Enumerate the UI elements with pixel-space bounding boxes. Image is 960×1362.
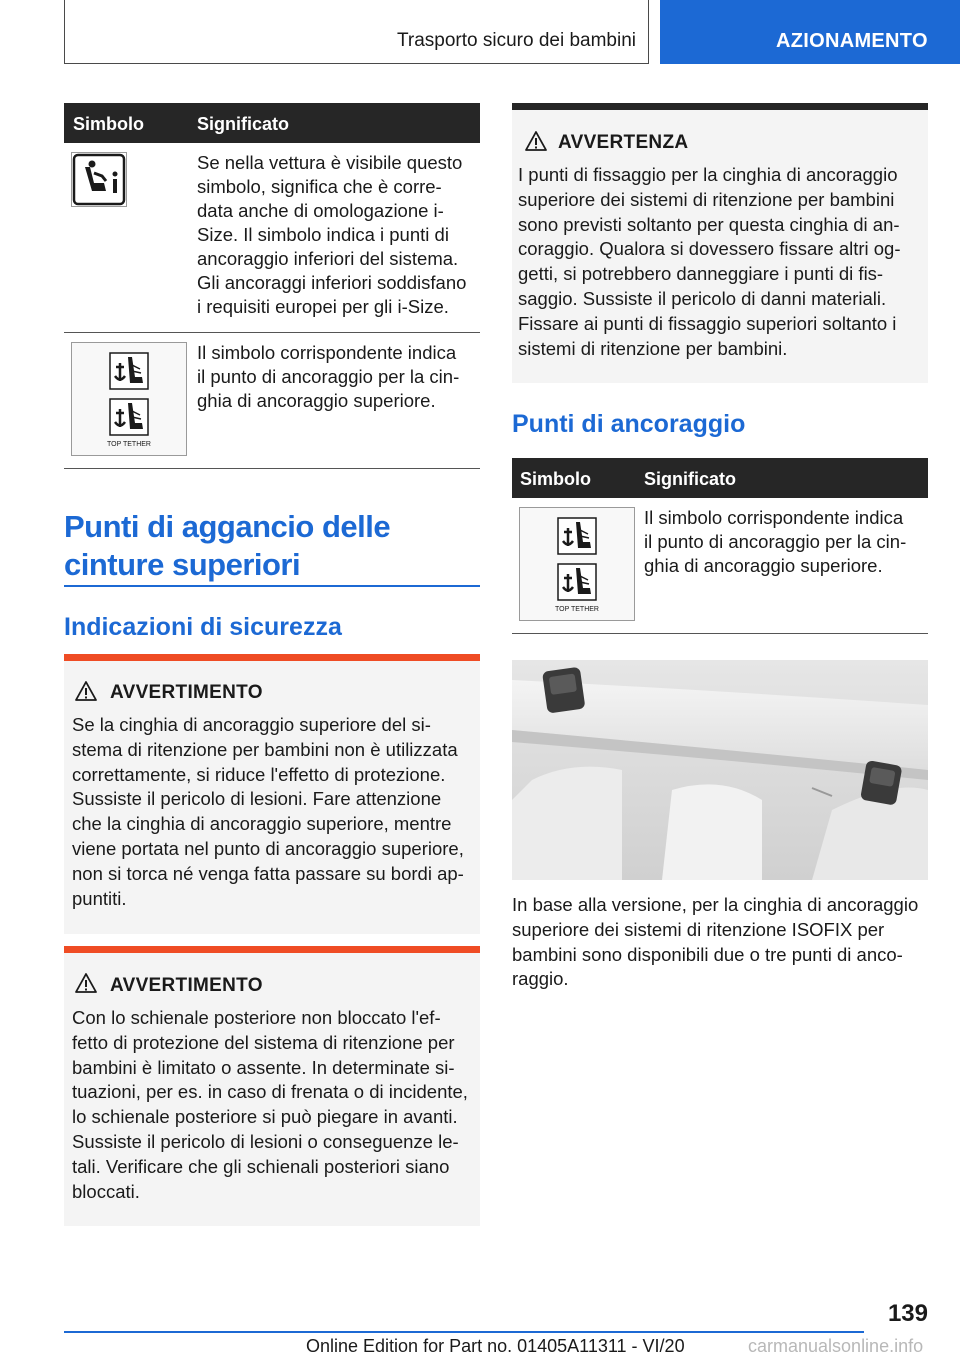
col-header-meaning: Significato: [644, 469, 737, 489]
header-section-tab: [64, 0, 649, 64]
row-meaning-text: Il simbolo corrispondente indica il punto di ancoraggio per la cin- ghia di ancoraggio superiore.: [644, 507, 907, 576]
caution-text: I punti di fissaggio per la cinghia di ancoraggio superiore dei sistemi di ritenzione per bambini sono previsti soltanto per questa cinghia di an- coraggio. Qualora si dovessero fissare altri og- getti, si potrebbero danneggiare i punti di fis- saggio. Sussiste il pericolo di danni materiali. Fissare ai punti di fissaggio superiori soltanto i sistemi di ritenzione per bambini.: [518, 164, 901, 359]
header-chapter-title: AZIONAMENTO: [776, 30, 928, 52]
warning-bar: [64, 946, 480, 953]
caution-title: AVVERTENZA: [558, 132, 689, 153]
warning-box: [64, 654, 480, 934]
warning-triangle-icon: [524, 130, 548, 152]
warning-triangle-icon: [74, 680, 98, 702]
anchor-points-photo: [512, 660, 928, 880]
row-meaning-text: Il simbolo corrispondente indica il punto di ancoraggio per la cin- ghia di ancoraggio superiore.: [197, 342, 460, 411]
table-header: [64, 103, 480, 143]
section-title-rule: [64, 585, 480, 587]
caution-bar: [512, 103, 928, 110]
warning-triangle-icon: [74, 972, 98, 994]
warning-title: AVVERTIMENTO: [110, 975, 263, 996]
col-header-symbol: Simbolo: [73, 114, 144, 134]
top-tether-icon: [71, 342, 187, 456]
col-header-symbol: Simbolo: [520, 469, 591, 489]
table-header: [512, 458, 928, 498]
page-number: 139: [887, 1300, 928, 1327]
warning-text: Se la cinghia di ancoraggio superiore del si- stema di ritenzione per bambini non è utilizzata correttamente, si riduce l'effetto di protezione. Sussiste il pericolo di lesioni. Fare attenzione che la cinghia di ancoraggio superiore, mentre viene portata nel punto di ancoraggio superiore, non si torca né venga fatta passare su bordi ap- puntiti.: [72, 714, 464, 909]
table-row: [64, 143, 480, 333]
footer-rule: [64, 1331, 864, 1333]
section2-title: Punti di ancoraggio: [512, 410, 746, 438]
photo-caption: In base alla versione, per la cinghia di ancoraggio superiore dei sistemi di ritenzione ISOFIX per bambini sono disponibili due o tre punti di anco- raggio.: [512, 894, 919, 990]
caution-box: [512, 103, 928, 383]
warning-bar: [64, 654, 480, 661]
symbol-table-isofix: [64, 103, 480, 469]
row-meaning-text: Se nella vettura è visibile questo simbolo, significa che è corre- data anche di omologazione i- Size. Il simbolo indica i punti di ancoraggio inferiori del sistema. Gli ancoraggi inferiori soddisfano i requisiti europei per gli i-Size.: [197, 152, 467, 317]
symbol-table-anchor: [512, 458, 928, 634]
section-title: Punti di aggancio delle cinture superiori: [64, 509, 391, 582]
warning-text: Con lo schienale posteriore non bloccato l'ef- fetto di protezione del sistema di ritenzione per bambini è limitato o assente. In determinate si- tuazioni, per es. in caso di frenata o di incidente, lo schienale posteriore si può piegare in avanti. Sussiste il pericolo di lesioni o conseguenze le- tali. Verificare che gli schienali posteriori siano bloccati.: [72, 1007, 468, 1202]
top-tether-icon: [519, 507, 635, 621]
table-row: [64, 333, 480, 469]
top-tether-label: TOP TETHER: [555, 606, 599, 613]
footer-watermark[interactable]: carmanualsonline.info: [748, 1336, 924, 1356]
footer-edition: Online Edition for Part no. 01405A11311 - VI/20: [306, 1336, 685, 1356]
header-chapter-tab[interactable]: [660, 0, 960, 64]
isofix-i-size-icon: [71, 152, 127, 207]
table-row: [512, 498, 928, 634]
header-section-title: Trasporto sicuro dei bambini: [396, 30, 636, 51]
warning-box: [64, 946, 480, 1226]
section-subtitle: Indicazioni di sicurezza: [64, 613, 342, 641]
col-header-meaning: Significato: [197, 114, 290, 134]
top-tether-label: TOP TETHER: [107, 441, 151, 448]
warning-title: AVVERTIMENTO: [110, 682, 263, 703]
